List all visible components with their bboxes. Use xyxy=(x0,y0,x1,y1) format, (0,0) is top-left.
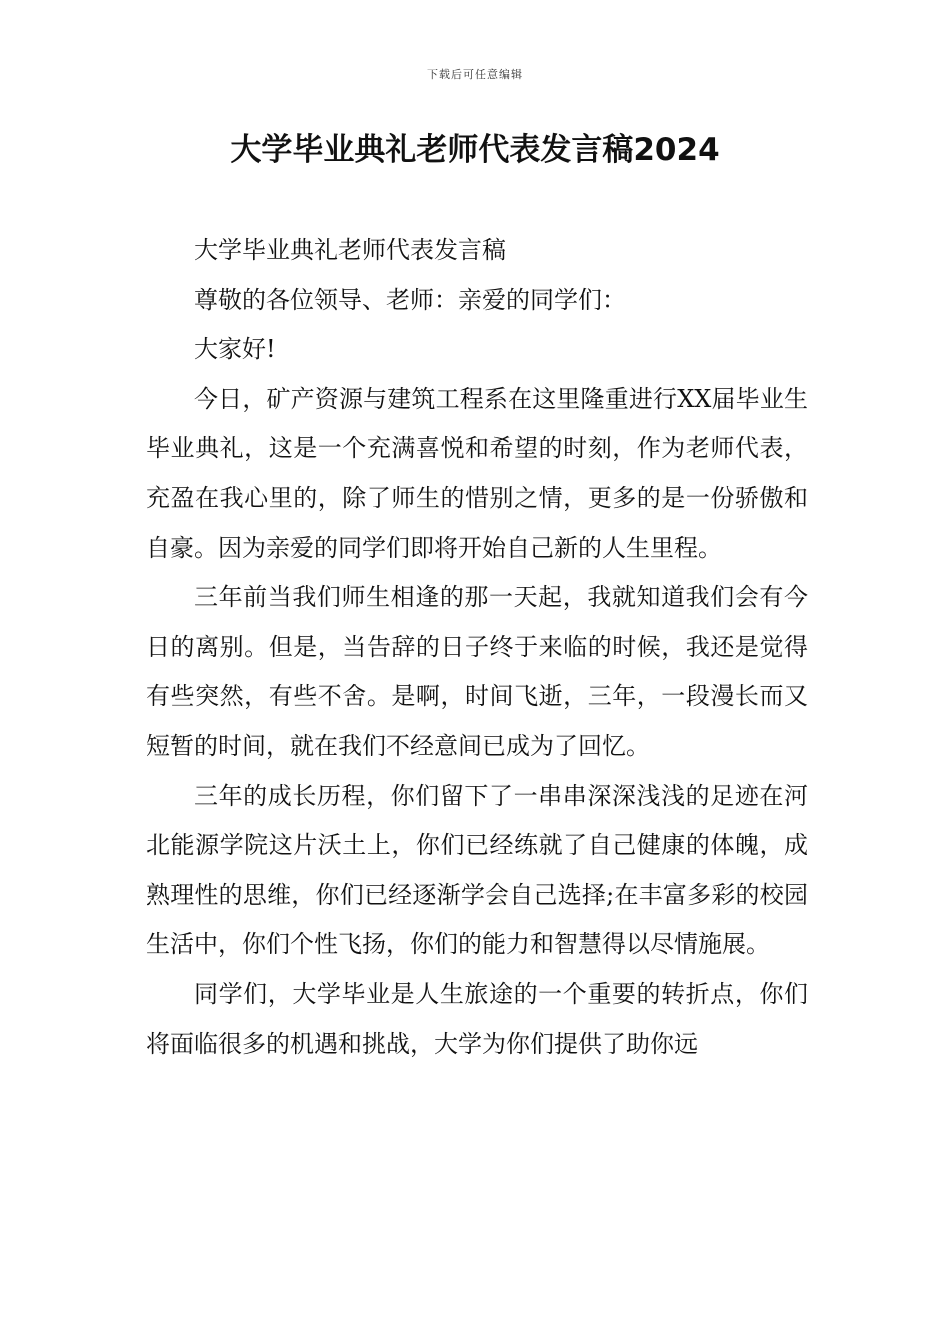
paragraph-salutation: 尊敬的各位领导、老师：亲爱的同学们： xyxy=(194,285,626,314)
paragraph-subtitle: 大学毕业典礼老师代表发言稿 xyxy=(194,236,506,264)
header-note: 下载后可任意编辑 xyxy=(427,68,523,81)
paragraph: 三年的成长历程，你们留下了一串串深深浅浅的足迹在河北能源学院这片沃土上，你们已经练就了自己健康的体魄，成熟理性的思维，你们已经逐渐学会自己选择;在丰富多彩的校园生活中，你们个性飞扬，你们的能力和智慧得以尽情施展。 xyxy=(146,781,808,959)
document-body xyxy=(146,226,808,1069)
paragraph: 三年前当我们师生相逢的那一天起，我就知道我们会有今日的离别。但是，当告辞的日子终于来临的时候，我还是觉得有些突然，有些不舍。是啊，时间飞逝，三年，一段漫长而又短暂的时间，就在我们不经意间已成为了回忆。 xyxy=(146,583,808,760)
paragraph-greeting: 大家好! xyxy=(194,335,276,364)
document-title: 大学毕业典礼老师代表发言稿2024 xyxy=(230,132,720,168)
paragraph: 今日，矿产资源与建筑工程系在这里隆重进行XX届毕业生毕业典礼，这是一个充满喜悦和希望的时刻，作为老师代表，充盈在我心里的，除了师生的惜别之情，更多的是一份骄傲和自豪。因为亲爱的同学们即将开始自己新的人生里程。 xyxy=(146,384,808,562)
paragraph: 同学们，大学毕业是人生旅途的一个重要的转折点，你们将面临很多的机遇和挑战，大学为你们提供了助你远 xyxy=(146,979,808,1058)
